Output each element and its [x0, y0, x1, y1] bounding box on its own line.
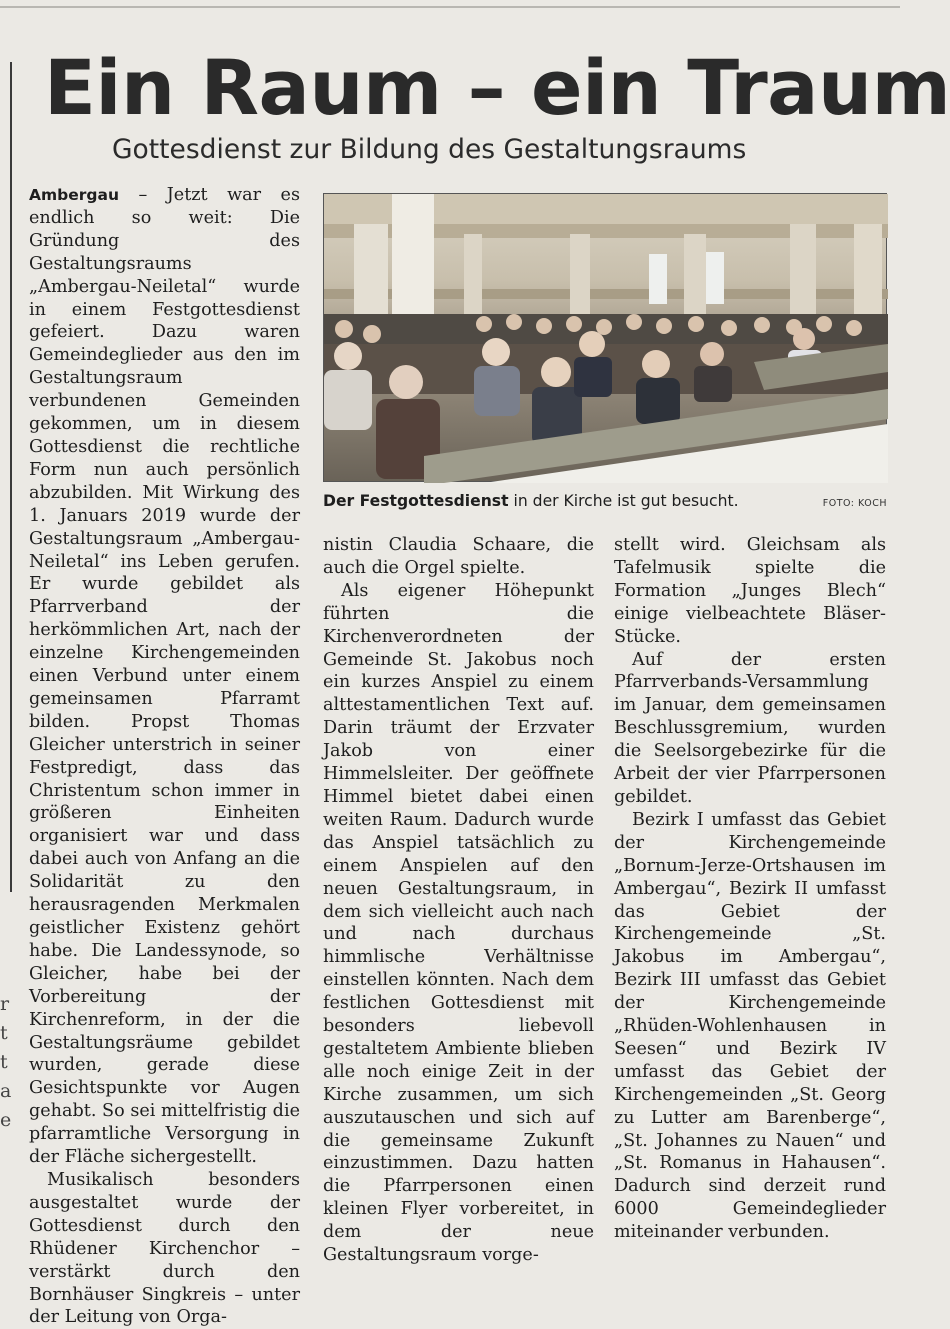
article-column-3 [614, 534, 886, 1244]
photo-credit: FOTO: KOCH [822, 498, 887, 509]
paragraph-1-text: – Jetzt war es endlich so weit: Die Gründung des Gestaltungsraums „Ambergau-Neiletal“ wurde in einem Festgottesdienst gefeiert. Dazu waren Gemeindeglieder aus den im Gestaltungsraum verbundenen Gemeinden gekommen, um in diesem Gottesdienst die rechtliche Form nun auch persönlich abzubilden. Mit Wirkung des 1. Januars 2019 wurde der Gestaltungsraum „Ambergau-Neiletal“ ins Leben gerufen. Er wurde gebildet als Pfarrverband der herkömmlichen Art, nach der einzelne Kirchengemeinden einen Verbund unter einem gemeinsamen Pfarramt bilden. Propst Thomas Gleicher unterstrich in seiner Festpredigt, dass das Christentum schon immer in größeren Einheiten organisiert war und dass dabei auch von Anfang an die Solidarität zu den herausragenden Merkmalen geistlicher Existenz gehört habe. Die Landessynode, so Gleicher, habe bei der Vorbereitung der Kirchenreform, in der die Gestaltungsräume gebildet wurden, gerade diese Gesichtspunkte vor Augen gehabt. So sei mittelfristig die pfarramtliche Versorgung in der Fläche sichergestellt. [29, 185, 300, 1168]
photo-illustration [324, 194, 888, 483]
fragment: t [0, 1022, 8, 1044]
caption-text: in der Kirche ist gut besucht. [508, 492, 739, 510]
fragment: r [0, 993, 10, 1015]
article-column-1 [29, 184, 300, 1329]
paragraph-5: Bezirk I umfasst das Gebiet der Kirchengemeinde „Bornum-Jerze-Ortshausen im Ambergau“, Bezirk II umfasst das Gebiet der Kirchengemeinde „St. Jakobus im Ambergau“, Bezirk III umfasst das Gebiet der Kirchengemeinde „Rhüden-Wohlenhausen in Seesen“ und Bezirk IV umfasst das Gebiet der Kirchengemeinden „St. Georg zu Lutter am Barenberge“, „St. Johannes zu Nauen“ und „St. Romanus in Hahausen“. Dadurch sind derzeit rund 6000 Gemeindeglieder miteinander verbunden. [614, 809, 886, 1243]
paragraph-2-end: nistin Claudia Schaare, die auch die Orgel spielte. [323, 535, 594, 578]
neighbour-column-fragments [0, 990, 10, 1135]
paragraph-2-start: Musikalisch besonders ausgestaltet wurde der Gottesdienst durch den Rhüdener Kirchenchor – verstärkt durch den Bornhäuser Singkreis – unter der Leitung von Orga- [29, 1169, 300, 1328]
fragment: t [0, 1051, 8, 1073]
paragraph-3: Als eigener Höhepunkt führten die Kirchenverordneten der Gemeinde St. Jakobus noch ein kurzes Anspiel zu einem alttestamentlichen Text auf. Darin träumt der Erzvater Jakob von einer Himmelsleiter. Der geöffnete Himmel bietet dabei einen weiten Raum. Dadurch wurde das Anspiel tatsächlich zu einem Anspielen auf den neuen Gestaltungsraum, in dem sich vielleicht auch nach und nach durchaus himmlische Verhältnisse einstellen könnten. Nach dem festlichen Gottesdienst mit besonders liebevoll gestaltetem Ambiente blieben alle noch einige Zeit in der Kirche zusammen, um sich auszutauschen und sich auf die gemeinsame Zukunft einzustimmen. Dazu hatten die Pfarrpersonen einen kleinen Flyer vorbereitet, in dem der neue Gestaltungsraum vorge- [323, 580, 594, 1266]
dateline: Ambergau [29, 186, 119, 204]
caption-bold: Der Festgottesdienst [323, 492, 509, 510]
article-column-2 [323, 534, 594, 1267]
neighbour-column-rule [10, 62, 12, 892]
paragraph-1 [29, 184, 300, 1169]
fragment: a [0, 1080, 12, 1102]
photo-caption [323, 488, 887, 516]
subheadline: Gottesdienst zur Bildung des Gestaltungsraums [112, 134, 747, 165]
paragraph-3-end: stellt wird. Gleichsam als Tafelmusik spielte die Formation „Junges Blech“ einige vielbeachtete Bläser-Stücke. [614, 535, 886, 647]
church-service-photo [323, 193, 887, 482]
top-rule [0, 6, 900, 8]
headline: Ein Raum – ein Traum [44, 43, 950, 132]
paragraph-4: Auf der ersten Pfarrverbands-Versammlung im Januar, dem gemeinsamen Beschlussgremium, wurden die Seelsorgebezirke für die Arbeit der vier Pfarrpersonen gebildet. [614, 649, 886, 807]
fragment: e [0, 1109, 12, 1131]
